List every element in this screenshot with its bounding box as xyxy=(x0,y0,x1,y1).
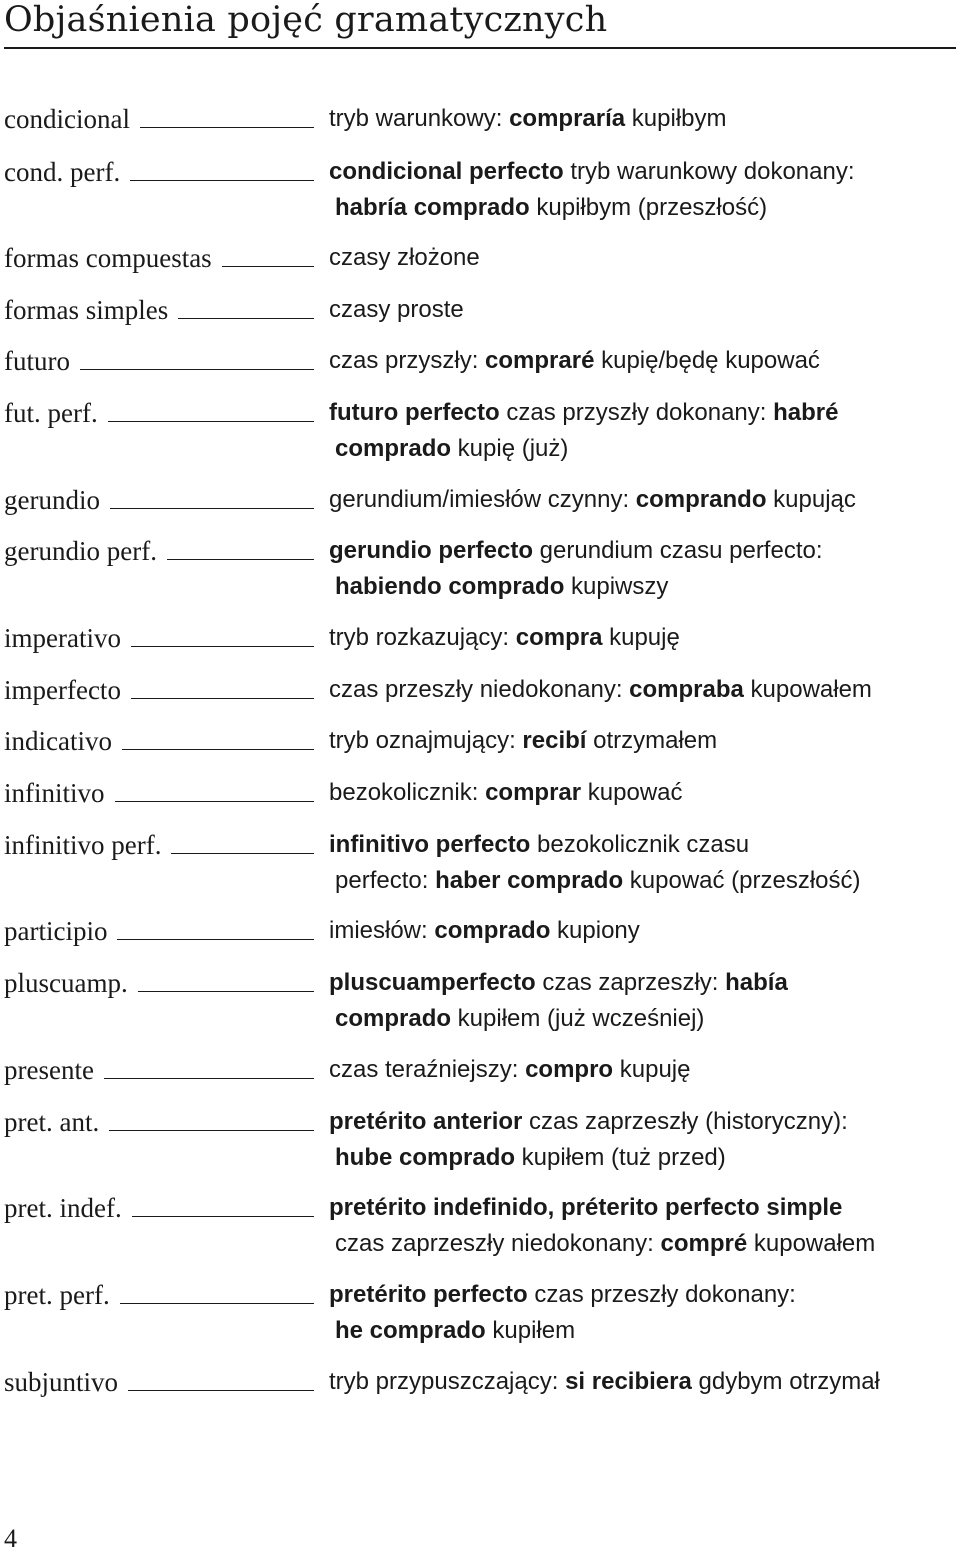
definition-text: czasy złożone xyxy=(329,244,480,271)
leader-line xyxy=(120,1303,314,1304)
glossary-term xyxy=(4,672,314,708)
glossary-term xyxy=(4,482,314,518)
definition-text: bezokolicznik: xyxy=(329,779,486,806)
term-label: gerundio perf. xyxy=(4,536,157,566)
example-form: compraría xyxy=(509,105,626,132)
definition-line xyxy=(329,775,954,811)
leader-line xyxy=(171,853,314,854)
definition-line xyxy=(329,343,954,379)
example-form: pretérito perfecto xyxy=(329,1281,528,1308)
glossary-definition xyxy=(329,101,954,137)
definition-text: tryb rozkazujący: xyxy=(329,624,516,651)
example-form: gerundio perfecto xyxy=(329,537,534,564)
glossary-term xyxy=(4,965,314,1001)
definition-text: kupowałem xyxy=(743,676,872,703)
definition-text: czas teraźniejszy: xyxy=(329,1056,526,1083)
example-form: recibí xyxy=(522,727,587,754)
leader-line xyxy=(122,749,314,750)
example-form: pretérito anterior xyxy=(329,1108,523,1135)
definition-line xyxy=(329,827,954,863)
example-form: haber comprado xyxy=(435,867,624,894)
leader-line xyxy=(130,180,314,181)
glossary-definition xyxy=(329,154,954,226)
definition-line xyxy=(329,1313,954,1349)
definition-line xyxy=(329,190,954,226)
example-form: había xyxy=(725,969,788,996)
definition-line xyxy=(329,1277,954,1313)
term-label: fut. perf. xyxy=(4,398,98,428)
definition-line xyxy=(329,723,954,759)
definition-line xyxy=(329,154,954,190)
term-label: infinitivo perf. xyxy=(4,830,162,860)
leader-line xyxy=(131,646,314,647)
example-form: he comprado xyxy=(335,1317,486,1344)
definition-text: czas zaprzeszły niedokonany: xyxy=(335,1230,661,1257)
definition-line xyxy=(329,292,954,328)
example-form: habré xyxy=(773,399,839,426)
glossary-term xyxy=(4,292,314,328)
definition-text: kupiłbym xyxy=(625,105,727,132)
term-label: formas compuestas xyxy=(4,243,212,273)
definition-line xyxy=(329,913,954,949)
glossary-definition xyxy=(329,1277,954,1349)
term-label: pluscuamp. xyxy=(4,968,128,998)
term-label: pret. ant. xyxy=(4,1107,100,1137)
example-form: futuro perfecto xyxy=(329,399,500,426)
definition-text: kupiony xyxy=(550,917,640,944)
definition-line xyxy=(329,1001,954,1037)
glossary-term xyxy=(4,101,314,137)
glossary-definition xyxy=(329,395,954,467)
definition-text: tryb warunkowy: xyxy=(329,105,510,132)
definition-text: perfecto: xyxy=(335,867,436,894)
term-label: pret. indef. xyxy=(4,1193,122,1223)
leader-line xyxy=(117,939,314,940)
glossary-term xyxy=(4,913,314,949)
example-form: compré xyxy=(660,1230,748,1257)
definition-line xyxy=(329,431,954,467)
glossary-term xyxy=(4,395,314,431)
glossary-term xyxy=(4,1104,314,1140)
glossary-term xyxy=(4,1364,314,1400)
definition-text: kupię (już) xyxy=(451,435,569,462)
glossary-term xyxy=(4,723,314,759)
example-form: compraré xyxy=(485,347,595,374)
glossary-definition xyxy=(329,620,954,656)
glossary-term xyxy=(4,620,314,656)
term-label: subjuntivo xyxy=(4,1367,119,1397)
glossary-term xyxy=(4,240,314,276)
definition-line xyxy=(329,965,954,1001)
definition-line xyxy=(329,863,954,899)
leader-line xyxy=(104,1078,314,1079)
definition-text: czas zaprzeszły (historyczny): xyxy=(522,1108,848,1135)
term-label: futuro xyxy=(4,346,70,376)
definition-text: czas zaprzeszły: xyxy=(535,969,726,996)
example-form: infinitivo perfecto xyxy=(329,831,531,858)
definition-line xyxy=(329,101,954,137)
definition-line xyxy=(329,672,954,708)
glossary-term xyxy=(4,1277,314,1313)
definition-line xyxy=(329,1052,954,1088)
leader-line xyxy=(80,369,314,370)
glossary-definition xyxy=(329,482,954,518)
example-form: pretérito indefinido, préterito perfecto simple xyxy=(329,1194,843,1221)
glossary-term xyxy=(4,154,314,190)
glossary-definition xyxy=(329,1190,954,1262)
leader-line xyxy=(115,801,315,802)
leader-line xyxy=(110,508,314,509)
definition-text: imiesłów: xyxy=(329,917,435,944)
definition-line xyxy=(329,1140,954,1176)
example-form: pluscuamperfecto xyxy=(329,969,536,996)
definition-text: kupować (przeszłość) xyxy=(623,867,861,894)
term-label: condicional xyxy=(4,104,130,134)
definition-line xyxy=(329,569,954,605)
glossary-definition xyxy=(329,1364,954,1400)
definition-text: kupując xyxy=(766,486,856,513)
definition-text: tryb oznajmujący: xyxy=(329,727,523,754)
example-form: comprado xyxy=(434,917,551,944)
example-form: compraba xyxy=(629,676,744,703)
title-rule xyxy=(4,47,956,49)
definition-line xyxy=(329,482,954,518)
glossary-definition xyxy=(329,1104,954,1176)
example-form: condicional perfecto xyxy=(329,158,564,185)
definition-line xyxy=(329,620,954,656)
leader-line xyxy=(132,1216,314,1217)
page-title: Objaśnienia pojęć gramatycznych xyxy=(4,0,608,40)
example-form: hube comprado xyxy=(335,1144,516,1171)
definition-text: kupiłbym (przeszłość) xyxy=(529,194,768,221)
example-form: habría comprado xyxy=(335,194,530,221)
definition-line xyxy=(329,1364,954,1400)
term-label: participio xyxy=(4,916,108,946)
glossary-term xyxy=(4,775,314,811)
page-number: 4 xyxy=(4,1524,17,1553)
term-label: presente xyxy=(4,1055,94,1085)
glossary-term xyxy=(4,827,314,863)
leader-line xyxy=(222,266,314,267)
example-form: compro xyxy=(525,1056,614,1083)
definition-text: kupiłem (już wcześniej) xyxy=(451,1005,705,1032)
glossary-definition xyxy=(329,775,954,811)
definition-text: otrzymałem xyxy=(586,727,718,754)
leader-line xyxy=(131,698,314,699)
glossary-definition xyxy=(329,723,954,759)
definition-text: gdybym otrzymał xyxy=(691,1368,880,1395)
term-label: indicativo xyxy=(4,726,112,756)
glossary-definition xyxy=(329,533,954,605)
definition-text: gerundium/imiesłów czynny: xyxy=(329,486,636,513)
definition-line xyxy=(329,395,954,431)
definition-line xyxy=(329,1104,954,1140)
leader-line xyxy=(108,421,314,422)
definition-line xyxy=(329,533,954,569)
leader-line xyxy=(140,127,314,128)
definition-text: kupuję xyxy=(602,624,680,651)
definition-text: czas przyszły dokonany: xyxy=(499,399,774,426)
definition-text: kupię/będę kupować xyxy=(594,347,820,374)
term-label: cond. perf. xyxy=(4,157,121,187)
example-form: si recibiera xyxy=(565,1368,692,1395)
example-form: comprado xyxy=(335,435,452,462)
definition-text: tryb przypuszczający: xyxy=(329,1368,566,1395)
definition-text: tryb warunkowy dokonany: xyxy=(563,158,855,185)
definition-line xyxy=(329,1226,954,1262)
definition-text: kupuję xyxy=(613,1056,691,1083)
glossary-term xyxy=(4,343,314,379)
glossary-term xyxy=(4,533,314,569)
glossary-definition xyxy=(329,913,954,949)
term-label: infinitivo xyxy=(4,778,105,808)
term-label: imperfecto xyxy=(4,675,121,705)
example-form: comprado xyxy=(335,1005,452,1032)
definition-text: kupiłem xyxy=(485,1317,576,1344)
term-label: imperativo xyxy=(4,623,121,653)
example-form: habiendo comprado xyxy=(335,573,565,600)
example-form: comprar xyxy=(485,779,582,806)
glossary-definition xyxy=(329,240,954,276)
glossary-term xyxy=(4,1190,314,1226)
example-form: compra xyxy=(515,624,603,651)
definition-text: czas przeszły niedokonany: xyxy=(329,676,630,703)
definition-text: czas przyszły: xyxy=(329,347,486,374)
glossary-definition xyxy=(329,672,954,708)
glossary-term xyxy=(4,1052,314,1088)
term-label: pret. perf. xyxy=(4,1280,110,1310)
definition-text: czas przeszły dokonany: xyxy=(527,1281,796,1308)
leader-line xyxy=(138,991,314,992)
glossary-definition xyxy=(329,343,954,379)
leader-line xyxy=(128,1390,314,1391)
example-form: comprando xyxy=(635,486,767,513)
term-label: gerundio xyxy=(4,485,100,515)
definition-text: kupować xyxy=(581,779,683,806)
definition-text: kupowałem xyxy=(747,1230,876,1257)
leader-line xyxy=(178,318,314,319)
glossary-definition xyxy=(329,965,954,1037)
definition-text: kupiwszy xyxy=(564,573,669,600)
definition-text: gerundium czasu perfecto: xyxy=(533,537,823,564)
glossary-definition xyxy=(329,292,954,328)
term-label: formas simples xyxy=(4,295,169,325)
glossary-definition xyxy=(329,1052,954,1088)
leader-line xyxy=(167,559,314,560)
definition-text: kupiłem (tuż przed) xyxy=(515,1144,726,1171)
leader-line xyxy=(109,1130,314,1131)
definition-line xyxy=(329,240,954,276)
definition-text: bezokolicznik czasu xyxy=(530,831,750,858)
glossary-definition xyxy=(329,827,954,899)
definition-line xyxy=(329,1190,954,1226)
definition-text: czasy proste xyxy=(329,296,464,323)
